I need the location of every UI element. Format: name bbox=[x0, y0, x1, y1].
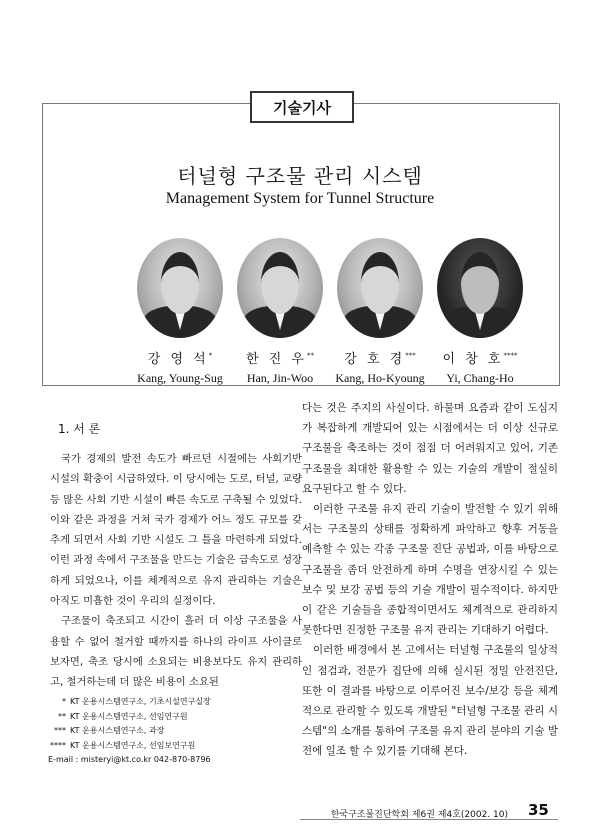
paragraph: 다는 것은 주지의 사실이다. 하물며 요즘과 같이 도심지가 복잡하게 개발되어 있는 시점에서는 더 이상 신규로 구조물을 축조하는 것이 점점 더 어려워지고 있어, 기존 구조물을 최대한 활용할 수 있는 기술의 개발이 절실히 요구된다고 할 수 있다. bbox=[302, 402, 558, 495]
author-photo bbox=[437, 238, 523, 338]
author-1 bbox=[130, 238, 230, 386]
author-affiliation-notes bbox=[48, 695, 308, 768]
paragraph: 이러한 구조물 유지 관리 기술이 발전할 수 있기 위해서는 구조물의 상태를 정확하게 파악하고 향후 거동을 예측할 수 있는 각종 구조물 진단 공법과, 이를 바탕으로 구조물을 좀더 안전하게 하며 수명을 연장시킬 수 있는 보수 및 보강 공법 등의 기술 개발이 필수적이다. 하지만 이 같은 기술들을 종합적이면서도 체계적으로 관리하지 못한다면 진정한 구조물 유지 관리는 기대하기 어렵다. bbox=[302, 503, 558, 637]
author-photo bbox=[237, 238, 323, 338]
author-list bbox=[130, 238, 540, 388]
title-english: Management System for Tunnel Structure bbox=[165, 190, 435, 207]
left-column bbox=[50, 449, 302, 693]
frame-top-left-rule bbox=[42, 103, 250, 104]
note: ** KT 운용시스템연구소, 선임연구원 bbox=[58, 711, 188, 721]
right-column bbox=[302, 398, 558, 762]
title-korean: 터널형 구조물 관리 시스템 bbox=[177, 164, 423, 188]
author-name-korean: 강 영 석* bbox=[147, 351, 213, 367]
author-photo bbox=[137, 238, 223, 338]
paragraph: 국가 경제의 발전 속도가 빠르던 시절에는 사회기반 시설의 확충이 시급하였다. 이 당시에는 도로, 터널, 교량 등 많은 사회 기반 시설이 빠른 속도로 구축될 수 있었다. 이와 같은 과정을 거쳐 국가 경제가 어느 정도 규모를 갖추게 되면서 사회 기반 시설도 그 틀을 마련하게 되었다. 이런 과정 속에서 구조물을 만드는 기술은 급속도로 성장하게 되었으나, 이를 체계적으로 유지 관리하는 기술은 아직도 미흡한 것이 우리의 실정이다. bbox=[50, 453, 302, 608]
author-name-english: Han, Jin-Woo bbox=[246, 371, 314, 385]
note: *** KT 운용시스템연구소, 과장 bbox=[54, 726, 165, 735]
author-name-korean: 한 진 우** bbox=[246, 351, 314, 367]
author-name-korean: 강 호 경*** bbox=[344, 351, 416, 367]
page-number: 35 bbox=[528, 801, 549, 819]
author-name-english: Yi, Chang-Ho bbox=[446, 371, 514, 385]
paragraph: 구조물이 축조되고 시간이 흘러 더 이상 구조물을 사용할 수 없어 철거할 때까지를 하나의 라이프 사이클로 보자면, 축조 당시에 소요되는 비용보다도 유지 관리하고, 철거하는데 더 많은 비용이 소요된 bbox=[50, 615, 302, 689]
frame-top-right-rule bbox=[350, 103, 558, 104]
author-4 bbox=[430, 238, 530, 386]
paragraph: 이러한 배경에서 본 고에서는 터널형 구조물의 일상적인 점검과, 전문가 집단에 의해 실시된 정밀 안전진단, 또한 이 결과를 바탕으로 이루어진 보수/보강 등을 체계적으로 관리할 수 있도록 개발된 "터널형 구조물 관리 시스템"의 소개를 통하여 구조물 유지 관리 분야의 기술 발전에 일조 할 수 있기를 기대해 본다. bbox=[302, 644, 558, 758]
author-3 bbox=[330, 238, 430, 386]
author-photo bbox=[337, 238, 423, 338]
note: **** KT 운용시스템연구소, 선임보연구원 bbox=[50, 740, 196, 750]
author-name-korean: 이 창 호**** bbox=[442, 351, 518, 367]
author-name-english: Kang, Ho-Kyoung bbox=[335, 371, 425, 385]
section-heading: 1. 서 론 bbox=[58, 422, 101, 436]
note: * KT 운용시스템연구소, 기초시설연구실장 bbox=[62, 697, 211, 706]
author-name-english: Kang, Young-Sug bbox=[137, 371, 223, 385]
journal-footer: 한국구조물진단학회 제6권 제4호(2002. 10) bbox=[330, 810, 508, 820]
email-contact: E-mail : misteryi@kt.co.kr 042-870-8796 bbox=[48, 755, 211, 764]
author-2 bbox=[230, 238, 330, 386]
section-tag: 기술기사 bbox=[250, 91, 354, 123]
